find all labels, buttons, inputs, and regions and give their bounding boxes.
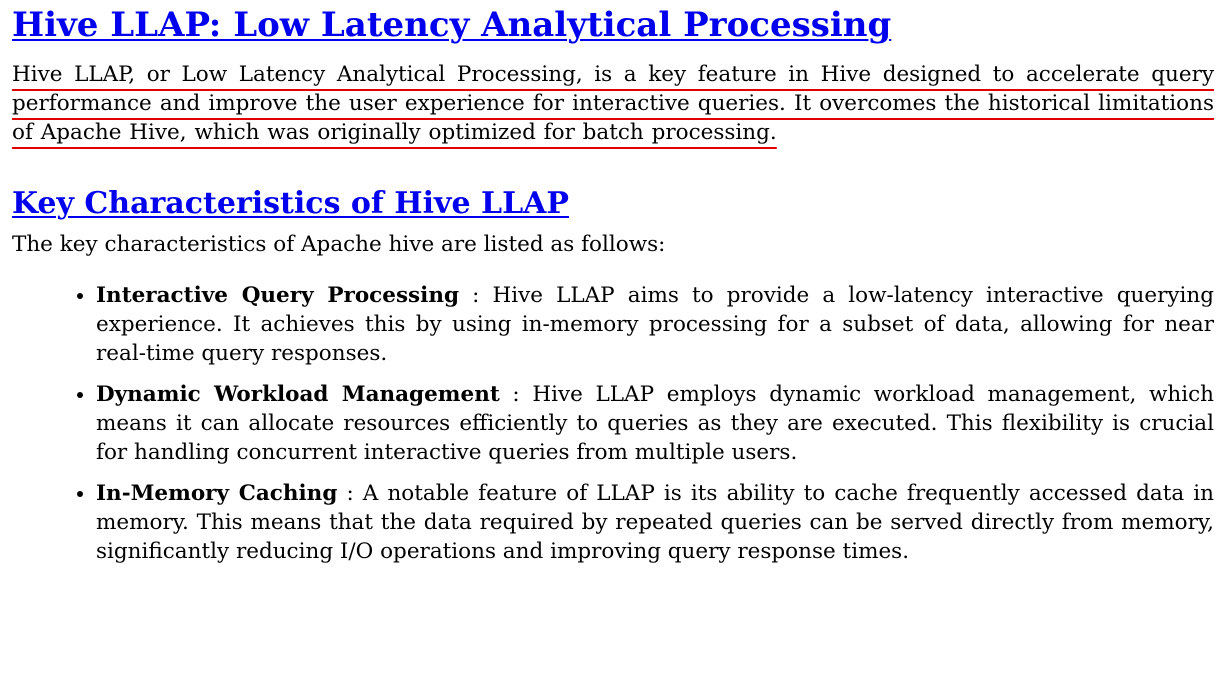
list-item-term: In-Memory Caching bbox=[96, 481, 338, 506]
list-item-description: : Hive LLAP aims to provide a low-latency interactive querying experience. It achieves this by using in-memory processing for a subset of data, allowing for near real-time query responses. bbox=[96, 283, 1214, 366]
list-item-term: Dynamic Workload Management bbox=[96, 382, 500, 407]
list-item-term: Interactive Query Processing bbox=[96, 283, 459, 308]
intro-paragraph[interactable] bbox=[12, 60, 1214, 147]
intro-text: Hive LLAP, or Low Latency Analytical Processing, is a key feature in Hive designed to accelerate query performance and improve the user experience for interactive queries. It overcomes the historical limitations of Apache Hive, which was originally optimized for batch processing. bbox=[12, 62, 1214, 145]
list-item bbox=[96, 380, 1214, 467]
document-page bbox=[0, 4, 1227, 566]
list-item bbox=[96, 281, 1214, 368]
section-lead-text: The key characteristics of Apache hive are listed as follows: bbox=[12, 232, 666, 257]
characteristics-list bbox=[12, 281, 1214, 566]
section-heading-link[interactable]: Key Characteristics of Hive LLAP bbox=[12, 186, 569, 221]
list-item-description: : Hive LLAP employs dynamic workload management, which means it can allocate resources efficiently to queries as they are executed. This flexibility is crucial for handling concurrent interactive queries from multiple users. bbox=[96, 382, 1214, 465]
page-title-link[interactable]: Hive LLAP: Low Latency Analytical Processing bbox=[12, 5, 892, 45]
list-item bbox=[96, 479, 1214, 566]
list-item-description: : A notable feature of LLAP is its ability to cache frequently accessed data in memory. This means that the data required by repeated queries can be served directly from memory, significantly reducing I/O operations and improving query response times. bbox=[96, 481, 1214, 564]
